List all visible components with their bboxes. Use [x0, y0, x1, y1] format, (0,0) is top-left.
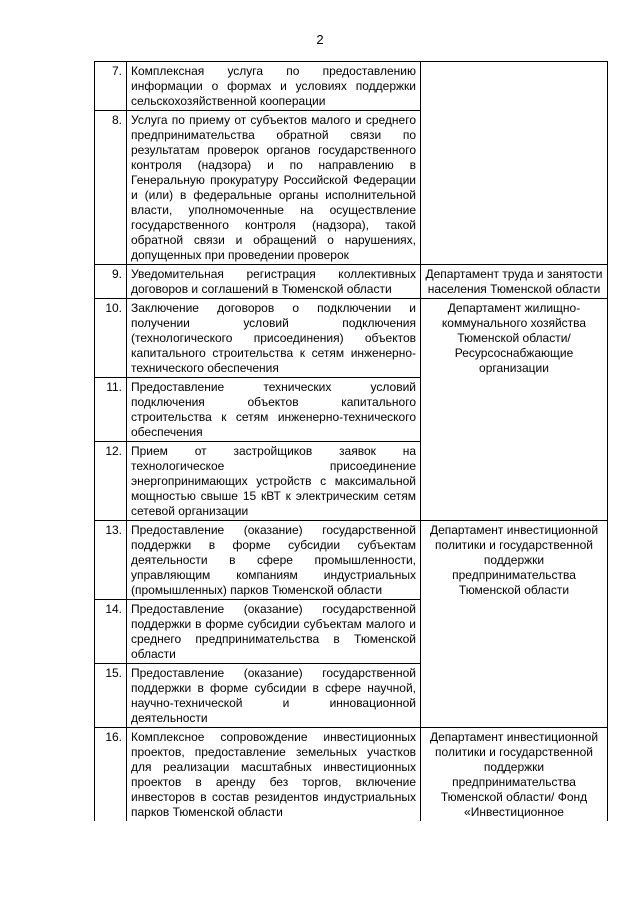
- row-number: 7.: [95, 62, 127, 111]
- service-name: Услуга по приему от субъектов малого и среднего предпринимательства обратной связи по результатам проверок органов государственного контроля (надзора) и по направлению в Генеральную прокуратуру Российской Федерации и (или) в федеральные органы исполнительной власти, уполномоченные на осуществление государственного контроля (надзора), такой обратной связи и обращений о нарушениях, допущенных при проведении проверок: [127, 111, 421, 265]
- row-number: 13.: [95, 521, 127, 600]
- row-number: 10.: [95, 299, 127, 378]
- table-row: [95, 265, 608, 299]
- service-name: Комплексная услуга по предоставлению информации о формах и условиях поддержки сельскохозяйственной кооперации: [127, 62, 421, 111]
- row-number: 9.: [95, 265, 127, 299]
- row-number: 12.: [95, 442, 127, 521]
- service-name: Прием от застройщиков заявок на технологическое присоединение энергопринимающих устройств с максимальной мощностью свыше 15 кВТ к электрическим сетям сетевой организации: [127, 442, 421, 521]
- row-number: 11.: [95, 378, 127, 442]
- table-row: [95, 521, 608, 600]
- table-row: [95, 62, 608, 111]
- responsible-department: Департамент инвестиционной политики и государственной поддержки предпринимательства Тюменской области/ Фонд «Инвестиционное: [421, 728, 608, 822]
- row-number: 8.: [95, 111, 127, 265]
- service-name: Уведомительная регистрация коллективных договоров и соглашений в Тюменской области: [127, 265, 421, 299]
- responsible-department: Департамент инвестиционной политики и государственной поддержки предпринимательства Тюменской области: [421, 521, 608, 728]
- row-number: 14.: [95, 600, 127, 664]
- service-name: Предоставление (оказание) государственной поддержки в форме субсидии субъектам малого и среднего предпринимательства в Тюменской области: [127, 600, 421, 664]
- service-name: Предоставление технических условий подключения объектов капитального строительства к сетям инженерно-технического обеспечения: [127, 378, 421, 442]
- table-row: [95, 728, 608, 822]
- services-table: [94, 61, 608, 821]
- row-number: 16.: [95, 728, 127, 822]
- responsible-department: Департамент труда и занятости населения Тюменской области: [421, 265, 608, 299]
- responsible-department: Департамент жилищно-коммунального хозяйства Тюменской области/Ресурсоснабжающие организации: [421, 299, 608, 521]
- page-number: 2: [316, 32, 324, 47]
- row-number: 15.: [95, 664, 127, 728]
- service-name: Заключение договоров о подключении и получении условий подключения (технологического присоединения) объектов капитального строительства к сетям инженерно-технического обеспечения: [127, 299, 421, 378]
- service-name: Предоставление (оказание) государственной поддержки в форме субсидии в сфере научной, научно-технической и инновационной деятельности: [127, 664, 421, 728]
- table-row: [95, 299, 608, 378]
- service-name: Комплексное сопровождение инвестиционных проектов, предоставление земельных участков для реализации масштабных инвестиционных проектов в аренду без торгов, включение инвесторов в состав резидентов индустриальных парков Тюменской области: [127, 728, 421, 822]
- responsible-department: [421, 62, 608, 265]
- service-name: Предоставление (оказание) государственной поддержки в форме субсидии субъектам деятельности в сфере промышленности, управляющим компаниям индустриальных (промышленных) парков Тюменской области: [127, 521, 421, 600]
